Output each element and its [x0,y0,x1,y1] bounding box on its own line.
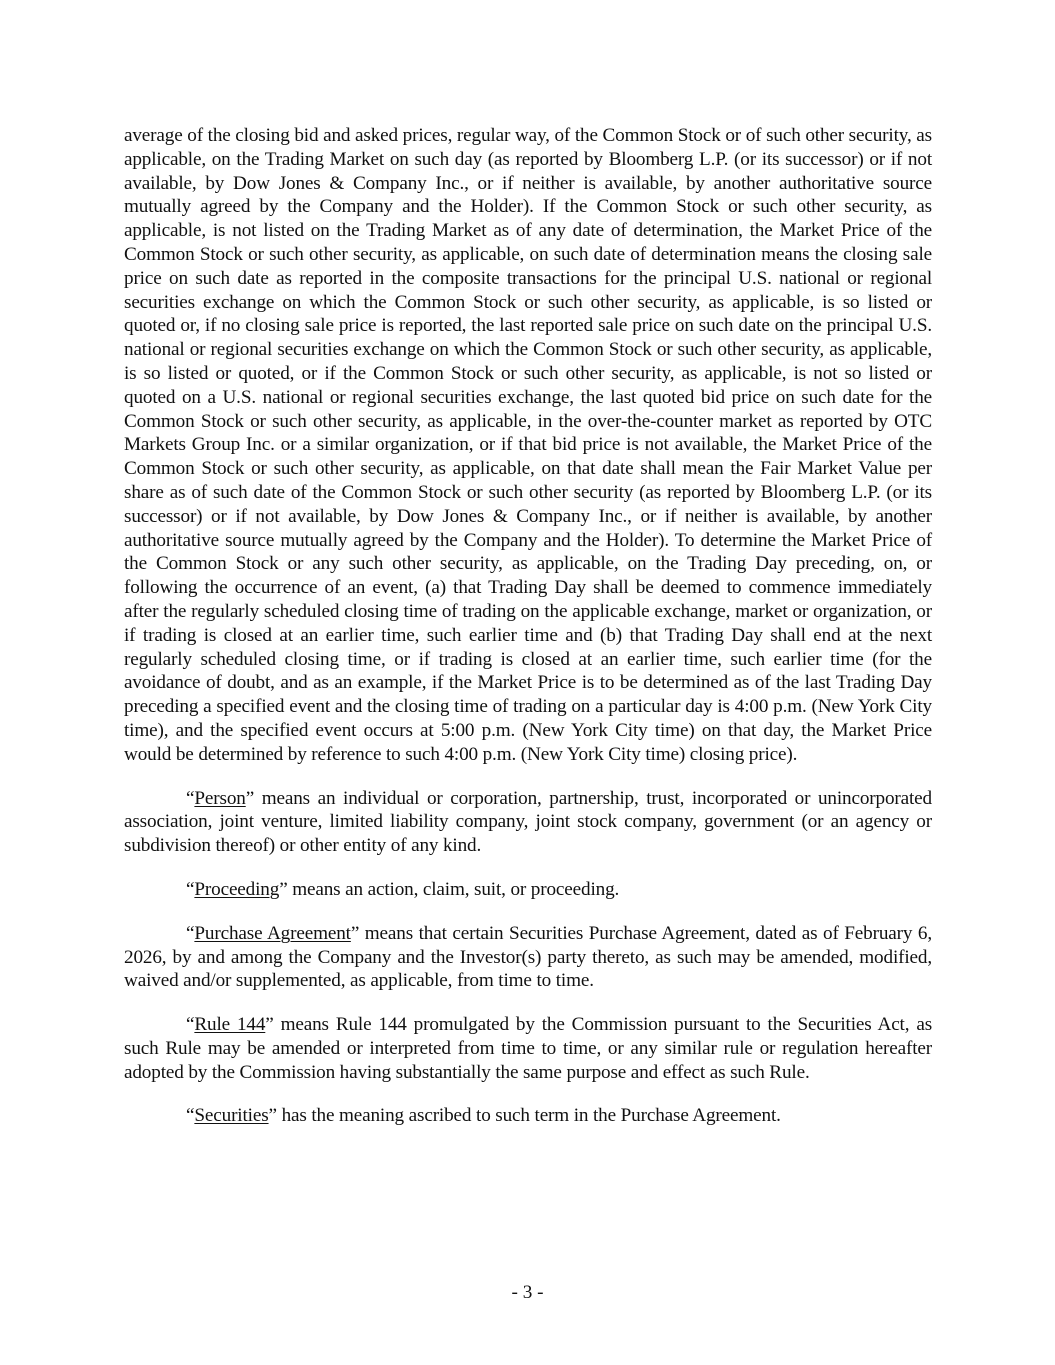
open-quote: “ [186,878,195,900]
open-quote: “ [186,787,195,809]
open-quote: “ [186,922,195,944]
definition-proceeding [124,878,932,902]
close-quote: ” [279,878,288,900]
definition-rule-144 [124,1013,932,1084]
defined-term-purchase-agreement: Purchase Agreement [194,922,351,944]
close-quote: ” [268,1105,277,1127]
defined-term-rule-144: Rule 144 [194,1014,266,1036]
market-price-continuation-paragraph: average of the closing bid and asked prices, regular way, of the Common Stock or of such other security, as applicable, on the Trading Market on such day (as reported by Bloomberg L.P. (or its successor) or if not available, by Dow Jones & Company Inc., or if neither is available, by another authoritative source mutually agreed by the Company and the Holder). If the Common Stock or such other security, as applicable, is not listed on the Trading Market as of any date of determination, the Market Price of the Common Stock or such other security, as applicable, on such date of determination means the closing sale price on such date as reported in the composite transactions for the principal U.S. national or regional securities exchange on which the Common Stock or such other security, as applicable, is so listed or quoted or, if no closing sale price is reported, the last reported sale price on such date on the principal U.S. national or regional securities exchange on which the Common Stock or such other security, as applicable, is so listed or quoted, or if the Common Stock or such other security, as applicable, is not so listed or quoted on a U.S. national or regional securities exchange, the last quoted bid price on such date for the Common Stock or such other security, as applicable, in the over-the-counter market as reported by OTC Markets Group Inc. or a similar organization, or if that bid price is not available, the Market Price of the Common Stock or such other security, as applicable, on that date shall mean the Fair Market Value per share as of such date of the Common Stock or such other security (as reported by Bloomberg L.P. (or its successor) or if not available, by Dow Jones & Company Inc., or if neither is available, by another authoritative source mutually agreed by the Company and the Holder). To determine the Market Price of the Common Stock or any such other security, as applicable, on the Trading Day preceding, on, or following the occurrence of an event, (a) that Trading Day shall be deemed to commence immediately after the regularly scheduled closing time of trading on the applicable exchange, market or organization, or if trading is closed at an earlier time, such earlier time and (b) that Trading Day shall end at the next regularly scheduled closing time, or if trading is closed at an earlier time, such earlier time (for the avoidance of doubt, and as an example, if the Market Price is to be determined as of the last Trading Day preceding a specified event and the closing time of trading on a particular day is 4:00 p.m. (New York City time), and the specified event occurs at 5:00 p.m. (New York City time) on that day, the Market Price would be determined by reference to such 4:00 p.m. (New York City time) closing price). [124,125,932,765]
definition-person [124,787,932,858]
definition-securities [124,1104,932,1128]
close-quote: ” [265,1014,274,1036]
open-quote: “ [186,1014,195,1036]
defined-term-person: Person [194,787,246,809]
definition-body: has the meaning ascribed to such term in the Purchase Agreement. [276,1105,781,1127]
definition-purchase-agreement [124,922,932,993]
definition-body: means an individual or corporation, partnership, trust, incorporated or unincorporated association, joint venture, limited liability company, joint stock company, government (or an agency or subdivision thereof) or other entity of any kind. [124,787,932,857]
open-quote: “ [186,1105,195,1127]
definition-body: means that certain Securities Purchase Agreement, dated as of February 6, 2026, by and among the Company and the Investor(s) party thereto, as such may be amended, modified, waived and/or supplemented, as applicable, from time to time. [124,922,932,992]
close-quote: ” [350,922,360,944]
definition-body: means Rule 144 promulgated by the Commission pursuant to the Securities Act, as such Rule may be amended or interpreted from time to time, or any similar rule or regulation hereafter adopted by the Commission having substantially the same purpose and effect as such Rule. [124,1014,933,1083]
defined-term-proceeding: Proceeding [194,878,280,900]
page-number: - 3 - [511,1282,544,1303]
definition-body: means an action, claim, suit, or proceeding. [287,878,620,900]
defined-term-securities: Securities [194,1105,269,1127]
close-quote: ” [245,787,255,809]
document-page [124,124,932,1148]
